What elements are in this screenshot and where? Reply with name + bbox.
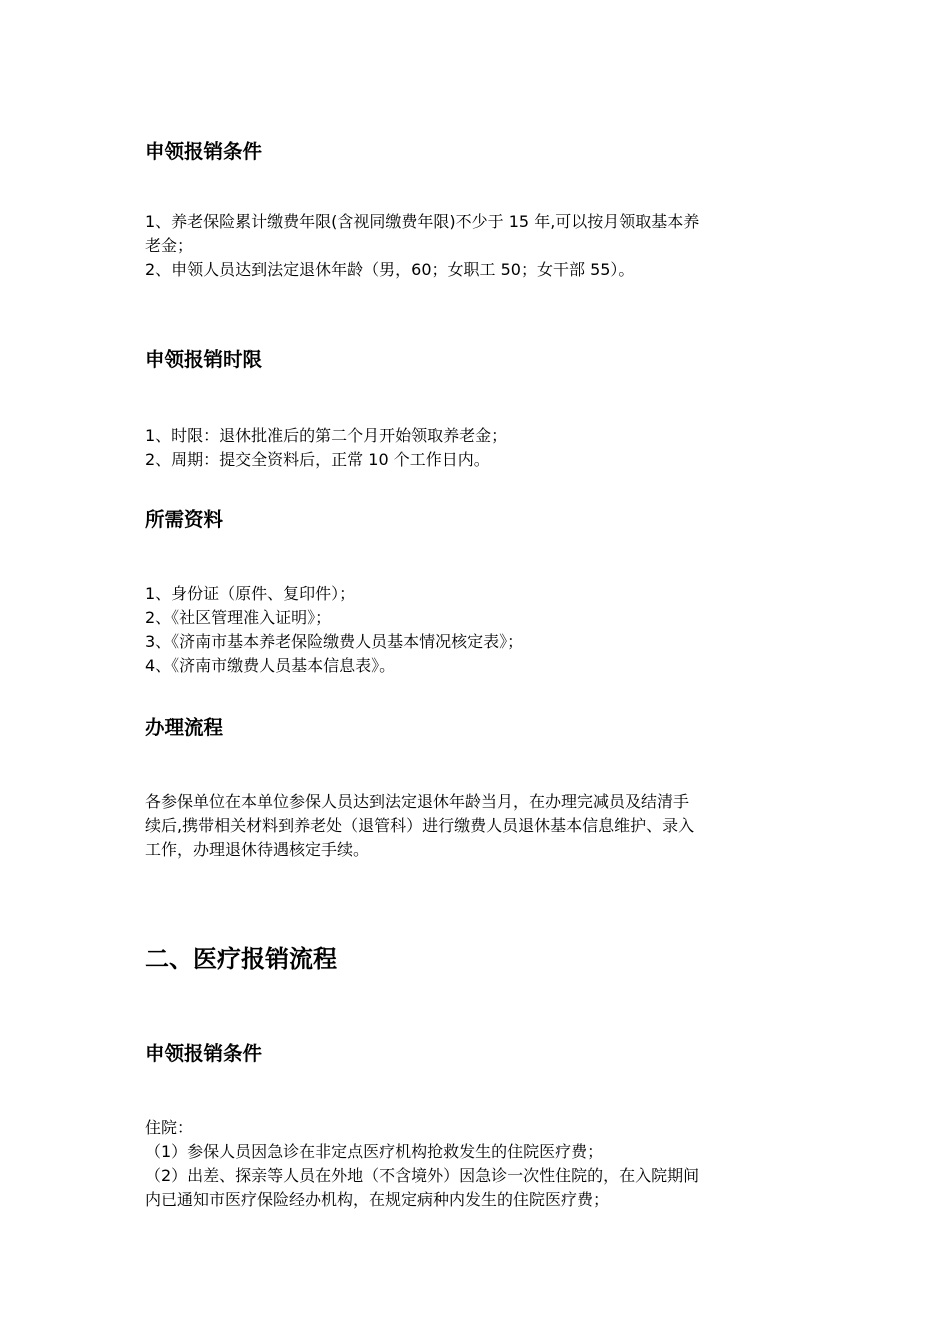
list-item: 1、养老保险累计缴费年限(含视同缴费年限)不少于 15 年,可以按月领取基本养 — [145, 212, 700, 231]
pension-time-limit-list — [145, 424, 810, 472]
paragraph-line: 工作，办理退休待遇核定手续。 — [145, 840, 370, 859]
list-item: 2、申领人员达到法定退休年龄（男，60；女职工 50；女干部 55）。 — [145, 260, 635, 279]
paragraph-line: 各参保单位在本单位参保人员达到法定退休年龄当月，在办理完减员及结清手 — [145, 792, 690, 811]
pension-materials-list — [145, 582, 810, 678]
list-item: 2、《社区管理准入证明》； — [145, 608, 332, 627]
list-item: 住院： — [145, 1118, 194, 1137]
list-item: 1、身份证（原件、复印件）； — [145, 584, 356, 603]
pension-time-limit-heading: 申领报销时限 — [145, 348, 263, 371]
list-item: 1、时限：退休批准后的第二个月开始领取养老金； — [145, 426, 508, 445]
pension-materials-heading: 所需资料 — [145, 508, 224, 531]
list-item: （1）参保人员因急诊在非定点医疗机构抢救发生的住院医疗费； — [145, 1142, 604, 1161]
paragraph-line: 续后,携带相关材料到养老处（退管科）进行缴费人员退休基本信息维护、录入 — [145, 816, 695, 835]
list-item: 4、《济南市缴费人员基本信息表》。 — [145, 656, 396, 675]
list-item: 老金； — [145, 236, 194, 255]
medical-conditions-heading: 申领报销条件 — [145, 1042, 263, 1065]
pension-conditions-list — [145, 210, 810, 282]
pension-conditions-heading: 申领报销条件 — [145, 140, 263, 163]
list-item: 2、周期：提交全资料后，正常 10 个工作日内。 — [145, 450, 490, 469]
pension-process-heading: 办理流程 — [145, 716, 224, 739]
list-item: （2）出差、探亲等人员在外地（不含境外）因急诊一次性住院的，在入院期间 — [145, 1166, 700, 1185]
list-item: 3、《济南市基本养老保险缴费人员基本情况核定表》； — [145, 632, 524, 651]
medical-conditions-list — [145, 1116, 810, 1212]
list-item: 内已通知市医疗保险经办机构，在规定病种内发生的住院医疗费； — [145, 1190, 610, 1209]
medical-section-title: 二、医疗报销流程 — [145, 945, 337, 973]
pension-process-paragraph — [145, 790, 810, 862]
